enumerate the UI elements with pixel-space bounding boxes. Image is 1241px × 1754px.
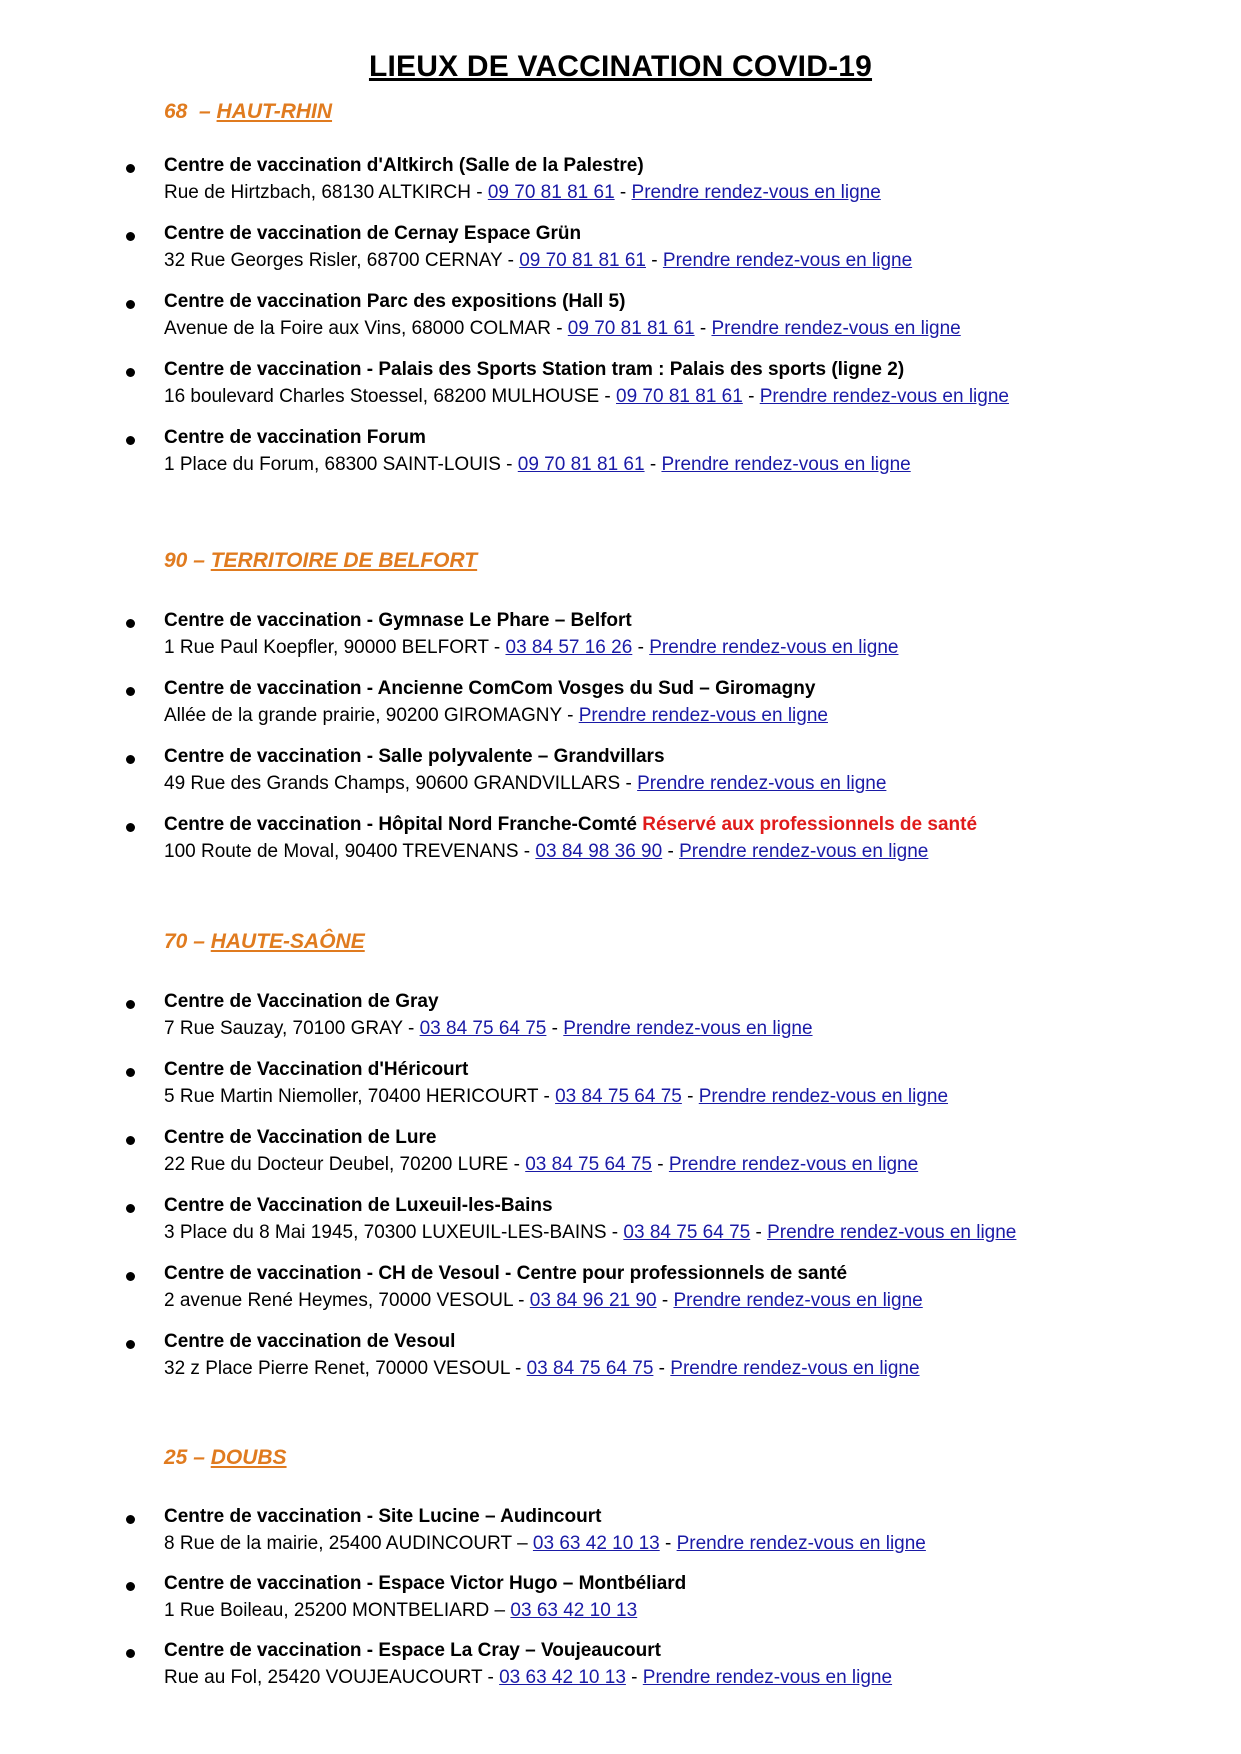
list-item (0, 991, 1241, 1047)
separator: - (652, 1154, 669, 1175)
center-details (164, 182, 881, 204)
bullet-icon (126, 1136, 135, 1145)
center-details (164, 1358, 920, 1380)
phone-link[interactable]: 03 84 75 64 75 (555, 1086, 682, 1107)
dept-heading-70 (164, 930, 365, 954)
center-name: Centre de vaccination - CH de Vesoul - Centre pour professionnels de santé (164, 1263, 848, 1284)
separator: - (614, 182, 632, 203)
phone-link[interactable]: 09 70 81 81 61 (487, 182, 615, 203)
restriction-note: Réservé aux professionnels de santé (642, 814, 978, 835)
bullet-icon (126, 1649, 135, 1658)
bullet-icon (126, 1000, 135, 1009)
list-item (0, 1195, 1241, 1251)
phone-link[interactable]: 09 70 81 81 61 (519, 250, 646, 271)
center-address: 1 Rue Paul Koepfler, 90000 BELFORT - (164, 637, 506, 658)
booking-link[interactable]: Prendre rendez-vous en ligne (670, 1358, 920, 1379)
center-details (164, 841, 928, 863)
center-address: 7 Rue Sauzay, 70100 GRAY - (164, 1018, 420, 1039)
phone-link[interactable]: 09 70 81 81 61 (616, 386, 743, 407)
phone-link[interactable]: 03 84 57 16 26 (505, 637, 633, 658)
center-name: Centre de vaccination de Cernay Espace Grün (164, 223, 582, 244)
booking-link[interactable]: Prendre rendez-vous en ligne (578, 705, 828, 726)
center-address: 5 Rue Martin Niemoller, 70400 HERICOURT - (164, 1086, 556, 1107)
center-details (164, 1086, 948, 1108)
bullet-icon (126, 619, 135, 628)
center-name: Centre de vaccination - Ancienne ComCom Vosges du Sud – Giromagny (164, 678, 816, 699)
phone-link[interactable]: 03 63 42 10 13 (532, 1533, 660, 1554)
center-details (164, 705, 828, 727)
center-details (164, 1018, 813, 1040)
center-details (164, 773, 886, 795)
booking-link[interactable]: Prendre rendez-vous en ligne (631, 182, 881, 203)
booking-link[interactable]: Prendre rendez-vous en ligne (649, 637, 899, 658)
center-name: Centre de vaccination de Vesoul (164, 1331, 456, 1352)
center-address: 32 z Place Pierre Renet, 70000 VESOUL - (164, 1358, 527, 1379)
phone-link[interactable]: 09 70 81 81 61 (567, 318, 695, 339)
bullet-icon (126, 1068, 135, 1077)
separator: - (750, 1222, 768, 1243)
center-address: 1 Rue Boileau, 25200 MONTBELIARD – (164, 1600, 511, 1621)
dept-heading-25 (164, 1446, 287, 1470)
list-item (0, 223, 1241, 279)
center-address: Rue au Fol, 25420 VOUJEAUCOURT - (164, 1667, 500, 1688)
center-name: Centre de vaccination - Palais des Sports Station tram : Palais des sports (ligne 2) (164, 359, 905, 380)
list-item (0, 610, 1241, 666)
center-address: Rue de Hirtzbach, 68130 ALTKIRCH - (164, 182, 488, 203)
separator: - (659, 1533, 677, 1554)
booking-link[interactable]: Prendre rendez-vous en ligne (673, 1290, 923, 1311)
bullet-icon (126, 687, 135, 696)
bullet-icon (126, 368, 135, 377)
center-details (164, 1533, 926, 1555)
bullet-icon (126, 1515, 135, 1524)
center-details (164, 1222, 1016, 1244)
center-address: 2 avenue René Heymes, 70000 VESOUL - (164, 1290, 530, 1311)
phone-link[interactable]: 03 63 42 10 13 (510, 1600, 638, 1621)
bullet-icon (126, 232, 135, 241)
center-name-text: Centre de vaccination - Hôpital Nord Franche-Comté (164, 814, 643, 835)
bullet-icon (126, 755, 135, 764)
separator: - (625, 1667, 643, 1688)
bullet-icon (126, 1272, 135, 1281)
center-details (164, 1600, 637, 1622)
list-item (0, 427, 1241, 483)
center-address: Avenue de la Foire aux Vins, 68000 COLMAR - (164, 318, 568, 339)
page-title: LIEUX DE VACCINATION COVID-19 (368, 50, 873, 83)
center-address: 49 Rue des Grands Champs, 90600 GRANDVILLARS - (164, 773, 638, 794)
center-name: Centre de vaccination - Espace Victor Hugo – Montbéliard (164, 1573, 687, 1594)
list-item (0, 1640, 1241, 1696)
dept-name: DOUBS (210, 1446, 287, 1469)
center-address: 3 Place du 8 Mai 1945, 70300 LUXEUIL-LES-BAINS - (164, 1222, 624, 1243)
separator: - (742, 386, 760, 407)
separator: - (646, 250, 663, 271)
booking-link[interactable]: Prendre rendez-vous en ligne (661, 454, 911, 475)
dept-separator: – (187, 1446, 211, 1469)
phone-link[interactable]: 09 70 81 81 61 (517, 454, 645, 475)
dept-name: HAUTE-SAÔNE (210, 930, 365, 953)
list-item (0, 291, 1241, 347)
phone-link[interactable]: 03 84 75 64 75 (419, 1018, 547, 1039)
center-name: Centre de Vaccination de Lure (164, 1127, 437, 1148)
center-name: Centre de vaccination - Site Lucine – Audincourt (164, 1506, 602, 1527)
booking-link[interactable]: Prendre rendez-vous en ligne (676, 1533, 926, 1554)
dept-separator: – (187, 549, 211, 572)
separator: - (653, 1358, 671, 1379)
center-name: Centre de vaccination d'Altkirch (Salle de la Palestre) (164, 155, 644, 176)
dept-code: 25 (164, 1446, 188, 1469)
phone-link[interactable]: 03 84 98 36 90 (535, 841, 663, 862)
center-name: Centre de vaccination - Gymnase Le Phare – Belfort (164, 610, 632, 631)
bullet-icon (126, 1204, 135, 1213)
center-address: 100 Route de Moval, 90400 TREVENANS - (164, 841, 536, 862)
center-address: 16 boulevard Charles Stoessel, 68200 MULHOUSE - (164, 386, 617, 407)
dept-code: 70 (164, 930, 188, 953)
center-name (164, 814, 977, 836)
dept-name: TERRITOIRE DE BELFORT (210, 549, 478, 572)
center-details (164, 637, 898, 659)
center-name: Centre de Vaccination de Gray (164, 991, 439, 1012)
phone-link[interactable]: 03 63 42 10 13 (499, 1667, 626, 1688)
booking-link[interactable]: Prendre rendez-vous en ligne (662, 250, 913, 271)
phone-link[interactable]: 03 84 75 64 75 (526, 1358, 654, 1379)
list-item (0, 1127, 1241, 1183)
separator: - (662, 841, 680, 862)
center-name: Centre de Vaccination de Luxeuil-les-Bains (164, 1195, 553, 1216)
separator: - (632, 637, 650, 658)
center-address: 1 Place du Forum, 68300 SAINT-LOUIS - (164, 454, 518, 475)
booking-link[interactable]: Prendre rendez-vous en ligne (563, 1018, 813, 1039)
dept-code: 90 (164, 549, 188, 572)
list-item (0, 155, 1241, 211)
center-details (164, 318, 961, 340)
bullet-icon (126, 1582, 135, 1591)
center-address: 32 Rue Georges Risler, 68700 CERNAY - (164, 250, 520, 271)
center-name: Centre de vaccination Forum (164, 427, 426, 448)
bullet-icon (126, 436, 135, 445)
center-details (164, 386, 1009, 408)
bullet-icon (126, 823, 135, 832)
center-details (164, 1290, 923, 1312)
center-name: Centre de vaccination Parc des expositions (Hall 5) (164, 291, 626, 312)
center-name: Centre de vaccination - Espace La Cray – Voujeaucourt (164, 1640, 661, 1661)
list-item (0, 746, 1241, 802)
separator: - (681, 1086, 699, 1107)
dept-name: HAUT-RHIN (216, 100, 333, 123)
booking-link[interactable]: Prendre rendez-vous en ligne (767, 1222, 1017, 1243)
list-item (0, 1263, 1241, 1319)
booking-link[interactable]: Prendre rendez-vous en ligne (711, 318, 961, 339)
bullet-icon (126, 164, 135, 173)
center-details (164, 454, 911, 476)
list-item (0, 678, 1241, 734)
center-details (164, 250, 912, 272)
center-name: Centre de vaccination - Salle polyvalente – Grandvillars (164, 746, 665, 767)
list-item (0, 359, 1241, 415)
booking-link[interactable]: Prendre rendez-vous en ligne (698, 1086, 949, 1107)
list-item (0, 814, 1241, 870)
separator: - (546, 1018, 564, 1039)
booking-link[interactable]: Prendre rendez-vous en ligne (637, 773, 887, 794)
booking-link[interactable]: Prendre rendez-vous en ligne (642, 1667, 893, 1688)
separator: - (694, 318, 712, 339)
booking-link[interactable]: Prendre rendez-vous en ligne (759, 386, 1009, 407)
bullet-icon (126, 300, 135, 309)
center-address: Allée de la grande prairie, 90200 GIROMAGNY - (164, 705, 579, 726)
dept-heading-68 (164, 100, 332, 124)
phone-link[interactable]: 03 84 75 64 75 (525, 1154, 653, 1175)
center-address: 22 Rue du Docteur Deubel, 70200 LURE - (164, 1154, 526, 1175)
phone-link[interactable]: 03 84 96 21 90 (529, 1290, 657, 1311)
phone-link[interactable]: 03 84 75 64 75 (623, 1222, 751, 1243)
list-item (0, 1059, 1241, 1115)
separator: - (656, 1290, 674, 1311)
center-details (164, 1154, 918, 1176)
center-name: Centre de Vaccination d'Héricourt (164, 1059, 469, 1080)
dept-heading-90 (164, 549, 477, 573)
dept-separator: – (187, 100, 217, 123)
list-item (0, 1331, 1241, 1387)
center-address: 8 Rue de la mairie, 25400 AUDINCOURT – (164, 1533, 533, 1554)
booking-link[interactable]: Prendre rendez-vous en ligne (679, 841, 929, 862)
center-details (164, 1667, 892, 1689)
dept-separator: – (187, 930, 211, 953)
booking-link[interactable]: Prendre rendez-vous en ligne (668, 1154, 919, 1175)
separator: - (644, 454, 662, 475)
bullet-icon (126, 1340, 135, 1349)
dept-code: 68 (164, 100, 188, 123)
list-item (0, 1506, 1241, 1562)
list-item (0, 1573, 1241, 1629)
